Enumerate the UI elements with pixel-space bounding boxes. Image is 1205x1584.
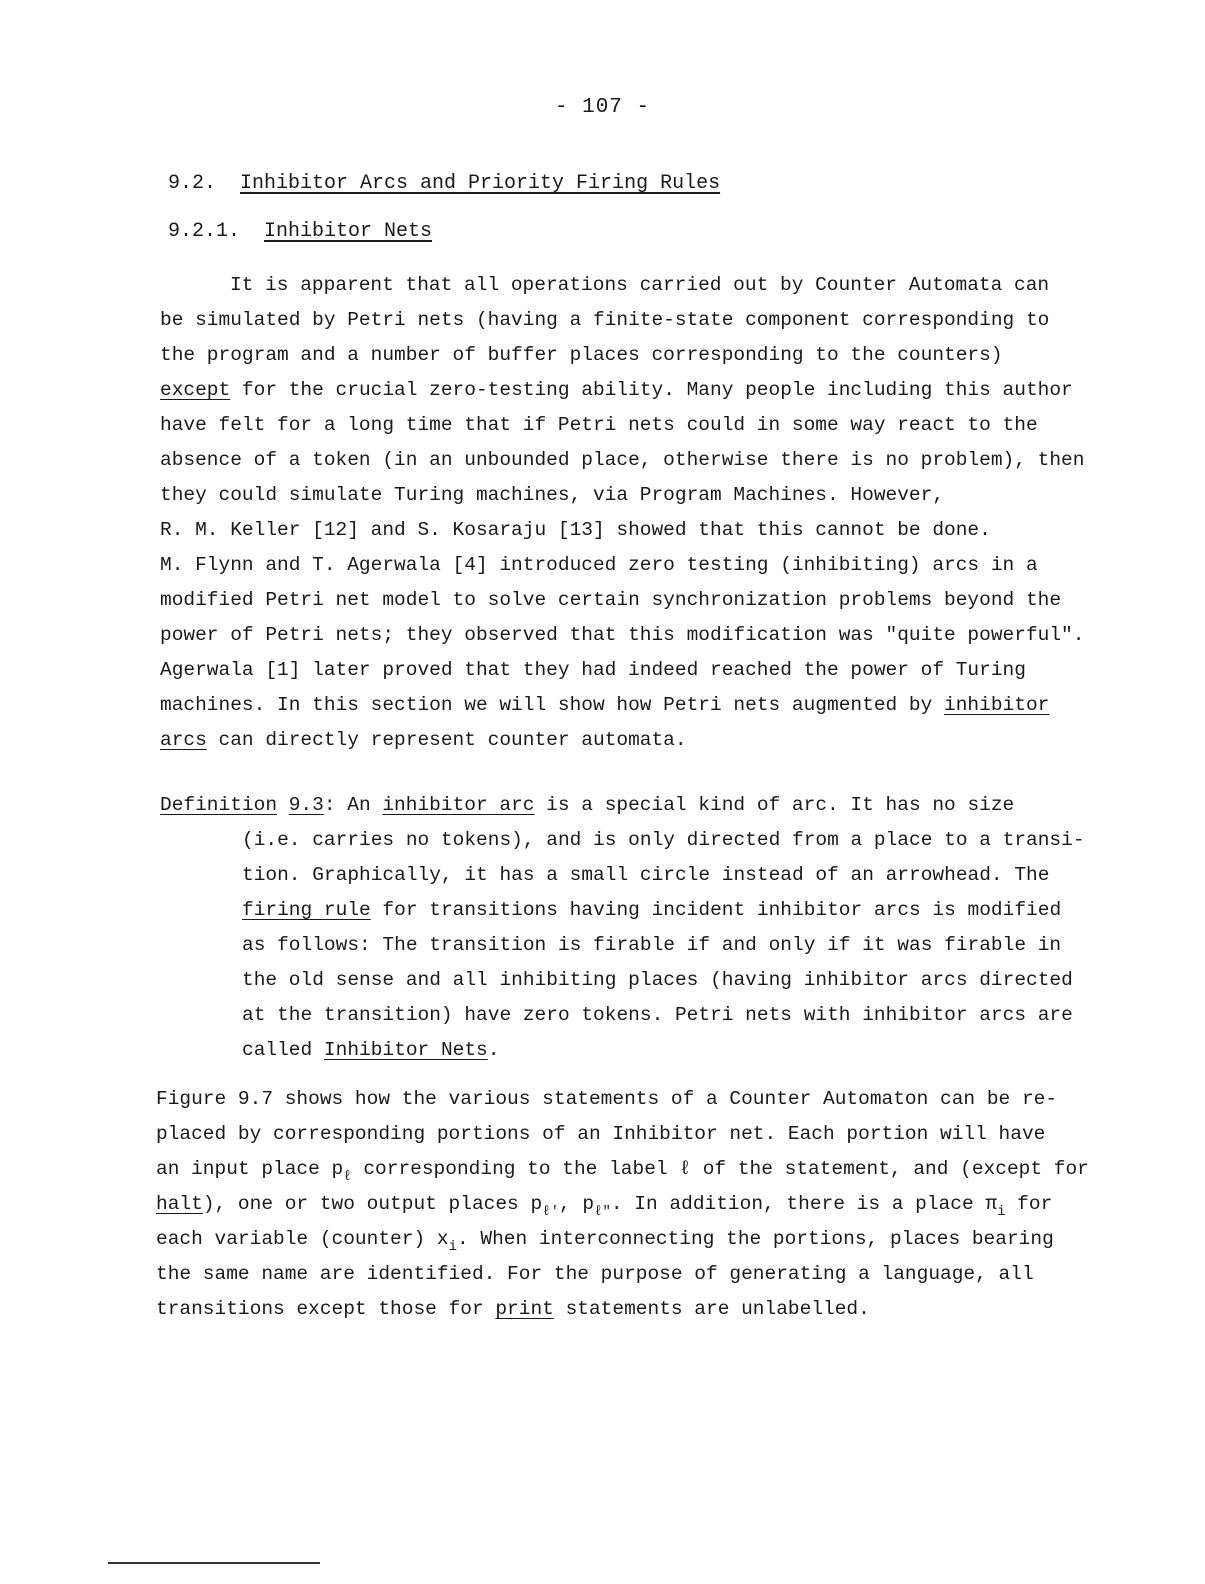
definition-block (160, 788, 1085, 1068)
subsection-title: Inhibitor Nets (264, 220, 433, 243)
text-line: each variable (counter) $x_i$. When interconnecting the portions, places bearing (156, 1228, 1054, 1255)
text-line: at the transition) have zero tokens. Petri nets with inhibitor arcs are (242, 1004, 1073, 1026)
definition-label: Definition (160, 794, 278, 816)
text-line: tion. Graphically, it has a small circle instead of an arrowhead. The (242, 864, 1050, 886)
text-line: Figure 9.7 shows how the various statements of a Counter Automaton can be re- (156, 1088, 1058, 1110)
term-halt: halt (156, 1193, 203, 1215)
text-line: R. M. Keller [12] and S. Kosaraju [13] showed that this cannot be done. (160, 519, 991, 541)
definition-number: 9.3 (288, 794, 324, 816)
term-firing-rule: firing rule (242, 899, 371, 921)
text-line: as follows: The transition is firable if and only if it was firable in (242, 934, 1062, 956)
text-line: the old sense and all inhibiting places (having inhibitor arcs directed (242, 969, 1073, 991)
term-print: print (495, 1298, 554, 1320)
section-title: Inhibitor Arcs and Priority Firing Rules (240, 172, 721, 195)
text-line: Agerwala [1] later proved that they had indeed reached the power of Turing (160, 659, 1026, 681)
emphasis-inhibitor: inhibitor (944, 694, 1050, 716)
section-heading (168, 172, 720, 195)
term-inhibitor-arc: inhibitor arc (382, 794, 535, 816)
text-line: M. Flynn and T. Agerwala [4] introduced zero testing (inhibiting) arcs in a (160, 554, 1038, 576)
text-line: an input place $p_\ell$ corresponding to the label ℓ of the statement, and (except for (156, 1158, 1089, 1185)
text-line: It is apparent that all operations carried out by Counter Automata can (230, 274, 1050, 296)
text-line: they could simulate Turing machines, via Program Machines. However, (160, 484, 945, 506)
text-line: power of Petri nets; they observed that this modification was "quite powerful". (160, 624, 1085, 646)
subsection-number: 9.2.1. (168, 220, 241, 243)
paragraph-figure (156, 1082, 1089, 1327)
footnote-rule (108, 1562, 320, 1564)
emphasis-except: except (160, 379, 231, 401)
text-line: modified Petri net model to solve certain synchronization problems beyond the (160, 589, 1062, 611)
text-line: (i.e. carries no tokens), and is only directed from a place to a transi- (242, 829, 1085, 851)
text-line: called Inhibitor Nets. (242, 1039, 500, 1061)
text-line: placed by corresponding portions of an Inhibitor net. Each portion will have (156, 1123, 1046, 1145)
text-line: the same name are identified. For the purpose of generating a language, all (156, 1263, 1034, 1285)
text-line: absence of a token (in an unbounded place, otherwise there is no problem), then (160, 449, 1085, 471)
emphasis-arcs: arcs (160, 729, 207, 751)
page-number: - 107 - (554, 96, 651, 119)
section-number: 9.2. (168, 172, 217, 195)
paragraph-intro (160, 268, 1084, 758)
text-line: be simulated by Petri nets (having a finite-state component corresponding to (160, 309, 1050, 331)
subsection-heading (168, 220, 432, 243)
text-line: halt), one or two output places $p_{\ell'}$, $p_{\ell"}$. In addition, there is a place $\pi_i$ for (156, 1193, 1053, 1220)
text-line: arcs can directly represent counter automata. (160, 729, 687, 751)
text-line: machines. In this section we will show how Petri nets augmented by inhibitor (160, 694, 1050, 716)
text-line: Definition 9.3: An inhibitor arc is a special kind of arc. It has no size (160, 794, 1015, 816)
text-line: except for the crucial zero-testing ability. Many people including this author (160, 379, 1073, 401)
text-line: have felt for a long time that if Petri nets could in some way react to the (160, 414, 1038, 436)
text-line: the program and a number of buffer places corresponding to the counters) (160, 344, 1003, 366)
text-line: firing rule for transitions having incident inhibitor arcs is modified (242, 899, 1062, 921)
term-inhibitor-nets: Inhibitor Nets (323, 1039, 488, 1061)
text-line: transitions except those for print statements are unlabelled. (156, 1298, 870, 1320)
